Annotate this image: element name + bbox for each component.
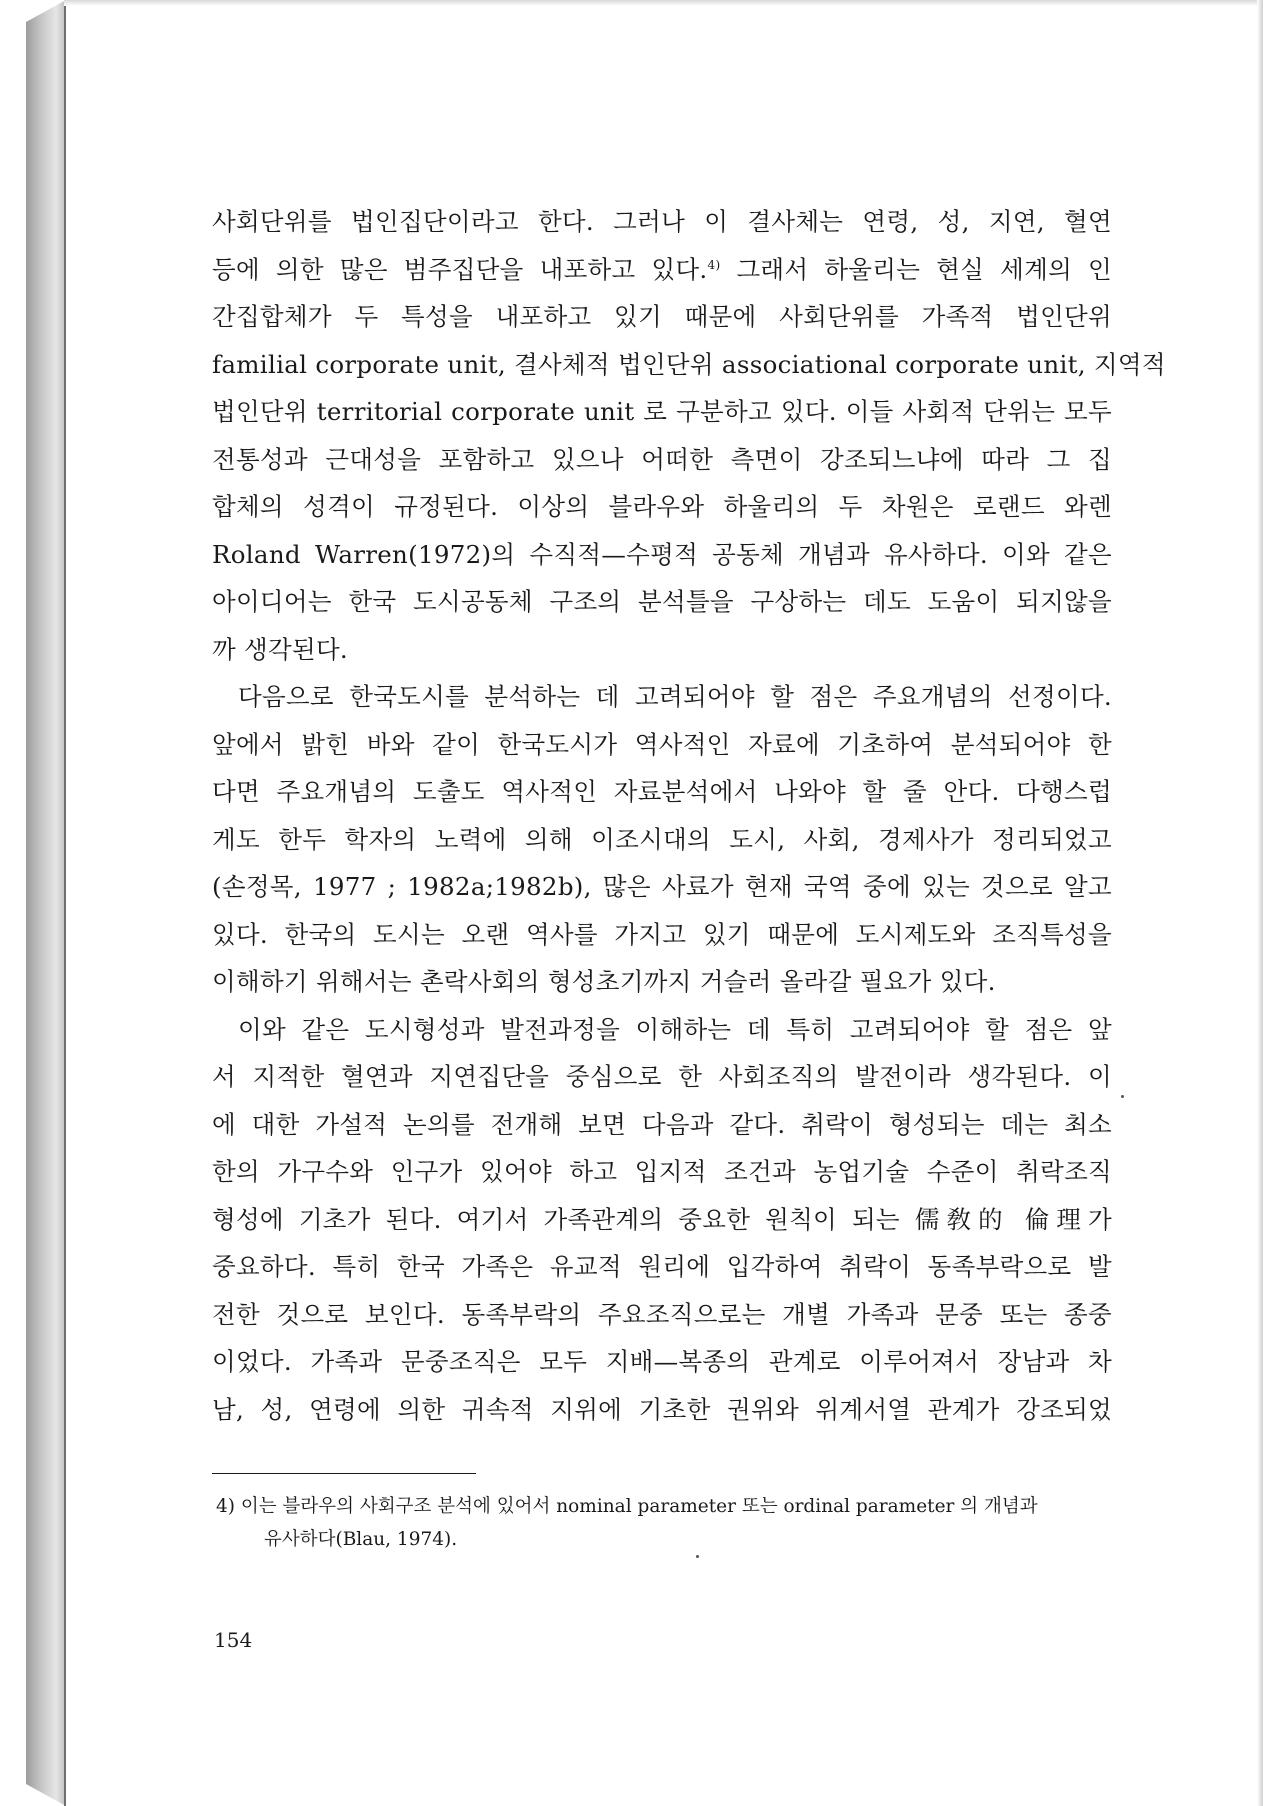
body-line: 합체의 성격이 규정된다. 이상의 블라우와 하울리의 두 차원은 로랜드 와렌 xyxy=(212,492,1112,521)
body-line: 법인단위 territorial corporate unit 로 구분하고 있다. 이들 사회적 단위는 모두 xyxy=(212,397,1112,426)
footnote xyxy=(216,1490,1116,1556)
body-line: 까 생각된다. xyxy=(212,634,349,664)
book-spine xyxy=(26,0,66,1806)
body-line: 게도 한두 학자의 노력에 의해 이조시대의 도시, 사회, 경제사가 정리되었고 xyxy=(212,824,1112,854)
paragraph-start-line: 다음으로 한국도시를 분석하는 데 고려되어야 할 점은 주요개념의 선정이다. xyxy=(238,682,1112,711)
body-line: 형성에 기초가 된다. 여기서 가족관계의 중요한 원칙이 되는 儒敎的 倫理가 xyxy=(212,1204,1112,1234)
footnote-divider xyxy=(212,1473,476,1474)
body-line: 이해하기 위해서는 촌락사회의 형성초기까지 거슬러 올라갈 필요가 있다. xyxy=(212,967,996,996)
body-line-text: 등에 의한 많은 범주집단을 내포하고 있다. xyxy=(212,254,708,284)
footnote-line: 유사하다(Blau, 1974). xyxy=(264,1529,458,1550)
body-line-text: 그래서 하울리는 현실 세계의 인 xyxy=(736,254,1112,284)
footnote-reference[interactable]: 4) xyxy=(707,257,721,272)
footnote-label: 4) xyxy=(216,1496,235,1517)
body-line: 에 대한 가설적 논의를 전개해 보면 다음과 같다. 취락이 형성되는 데는 최소 xyxy=(212,1109,1112,1139)
body-text xyxy=(212,198,1166,1433)
page-number: 154 xyxy=(214,1628,253,1652)
body-line: 이었다. 가족과 문중조직은 모두 지배—복종의 관계로 이루어져서 장남과 차 xyxy=(212,1347,1112,1376)
body-line: 중요하다. 특히 한국 가족은 유교적 원리에 입각하여 취락이 동족부락으로 발 xyxy=(212,1252,1112,1281)
speck xyxy=(696,1555,699,1558)
body-line: 서 지적한 혈연과 지연집단을 중심으로 한 사회조직의 발전이라 생각된다. 이 xyxy=(212,1062,1112,1091)
footnote-text: 이는 블라우의 사회구조 분석에 있어서 nominal parameter 또는 ordinal parameter 의 개념과 xyxy=(240,1496,1038,1517)
body-line: 사회단위를 법인집단이라고 한다. 그러나 이 결사체는 연령, 성, 지연, 혈연 xyxy=(212,207,1112,236)
body-line xyxy=(212,246,1112,294)
body-line: 남, 성, 연령에 의한 귀속적 지위에 기초한 권위와 위계서열 관계가 강조되었 xyxy=(212,1394,1112,1424)
body-line: 다면 주요개념의 도출도 역사적인 자료분석에서 나와야 할 줄 안다. 다행스럽 xyxy=(212,777,1112,806)
body-line: 전한 것으로 보인다. 동족부락의 주요조직으로는 개별 가족과 문중 또는 종중 xyxy=(212,1299,1112,1329)
body-line: 간집합체가 두 특성을 내포하고 있기 때문에 사회단위를 가족적 법인단위 xyxy=(212,302,1112,331)
body-line: 앞에서 밝힌 바와 같이 한국도시가 역사적인 자료에 기초하여 분석되어야 한 xyxy=(212,729,1112,759)
body-line: 전통성과 근대성을 포함하고 있으나 어떠한 측면이 강조되느냐에 따라 그 집 xyxy=(212,444,1112,474)
body-line: Roland Warren(1972)의 수직적—수평적 공동체 개념과 유사하다. 이와 같은 xyxy=(212,539,1112,569)
page-top-edge xyxy=(64,0,1263,6)
body-line: 아이디어는 한국 도시공동체 구조의 분석틀을 구상하는 데도 도움이 되지않을 xyxy=(212,587,1112,616)
body-line: 있다. 한국의 도시는 오랜 역사를 가지고 있기 때문에 도시제도와 조직특성을 xyxy=(212,919,1112,949)
speck xyxy=(1121,1095,1124,1098)
page-right-edge xyxy=(1257,0,1263,1806)
body-line: familial corporate unit, 결사체적 법인단위 associational corporate unit, 지역적 xyxy=(212,349,1166,379)
footnote-line xyxy=(216,1490,1116,1523)
body-line: (손정목, 1977 ; 1982a;1982b), 많은 사료가 현재 국역 중에 있는 것으로 알고 xyxy=(212,872,1112,901)
paragraph-start-line: 이와 같은 도시형성과 발전과정을 이해하는 데 특히 고려되어야 할 점은 앞 xyxy=(238,1014,1112,1044)
body-line: 한의 가구수와 인구가 있어야 하고 입지적 조건과 농업기술 수준이 취락조직 xyxy=(212,1157,1112,1186)
